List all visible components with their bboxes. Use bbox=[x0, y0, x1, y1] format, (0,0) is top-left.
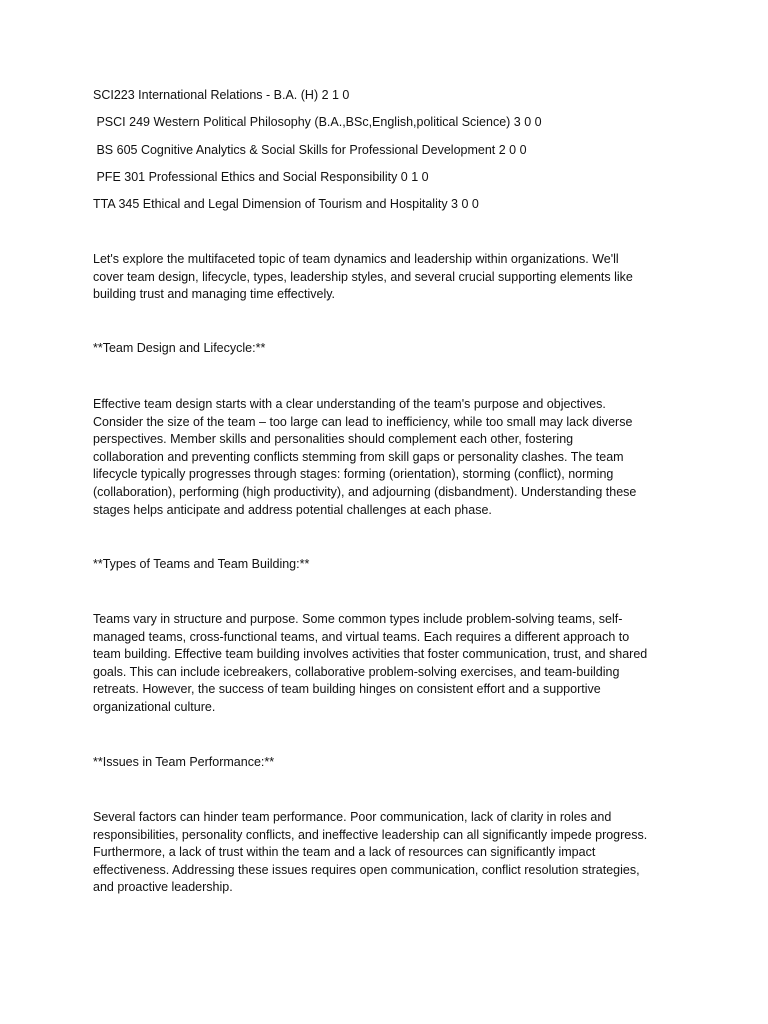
section-heading-team-issues: **Issues in Team Performance:** bbox=[93, 755, 275, 769]
course-line-2: PSCI 249 Western Political Philosophy (B.A.,BSc,English,political Science) 3 0 0 bbox=[93, 115, 542, 129]
section-body-team-design: Effective team design starts with a clear understanding of the team's purpose and objectives. Consider the size of the team – too large can lead to inefficiency, while too small may lack diverse perspectives. Member skills and personalities should complement each other, fostering collaboration and preventing conflicts stemming from skill gaps or personality clashes. The team lifecycle typically progresses through stages: forming (orientation), storming (conflict), norming (collaboration), performing (high productivity), and adjourning (disbandment). Understanding these stages helps anticipate and address potential challenges at each phase. bbox=[93, 397, 637, 517]
course-line-3: BS 605 Cognitive Analytics & Social Skills for Professional Development 2 0 0 bbox=[93, 143, 527, 157]
section-body-team-types: Teams vary in structure and purpose. Some common types include problem-solving teams, self- managed teams, cross-functional teams, and virtual teams. Each requires a different approach to team building. Effective team building involves activities that foster communication, trust, and shared goals. This can include icebreakers, collaborative problem-solving exercises, and team-building retreats. However, the success of team building hinges on consistent effort and a supportive organizational culture. bbox=[93, 612, 648, 714]
intro-paragraph: Let's explore the multifaceted topic of team dynamics and leadership within organizations. We'll cover team design, lifecycle, types, leadership styles, and several crucial supporting elements like building trust and managing time effectively. bbox=[93, 252, 633, 302]
section-heading-team-types: **Types of Teams and Team Building:** bbox=[93, 557, 310, 571]
course-line-5: TTA 345 Ethical and Legal Dimension of Tourism and Hospitality 3 0 0 bbox=[93, 197, 479, 211]
section-heading-team-design: **Team Design and Lifecycle:** bbox=[93, 341, 266, 355]
section-body-team-issues: Several factors can hinder team performance. Poor communication, lack of clarity in roles and responsibilities, personality conflicts, and ineffective leadership can all significantly impede progress. Furthermore, a lack of trust within the team and a lack of resources can significantly impact effectiveness. Addressing these issues requires open communication, conflict resolution strategies, and proactive leadership. bbox=[93, 810, 648, 895]
course-line-4: PFE 301 Professional Ethics and Social Responsibility 0 1 0 bbox=[93, 170, 429, 184]
course-line-1: SCI223 International Relations - B.A. (H) 2 1 0 bbox=[93, 88, 350, 102]
